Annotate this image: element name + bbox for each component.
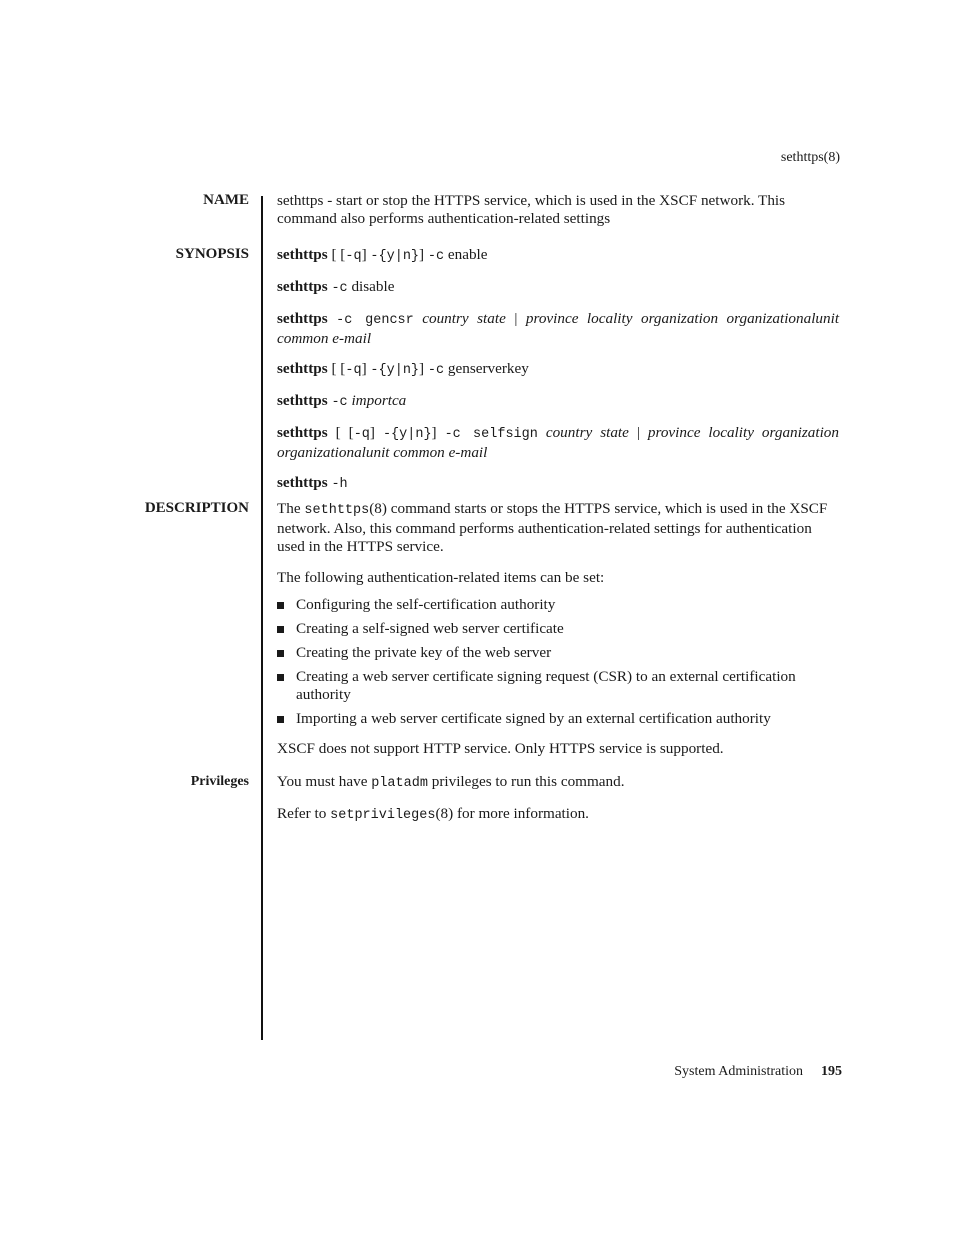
bracket-open: [ [ xyxy=(331,360,346,377)
footer-section-title: System Administration xyxy=(674,1064,803,1079)
privilege-name: platadm xyxy=(371,776,428,791)
feature-list xyxy=(277,596,839,728)
name-text: sethttps - start or stop the HTTPS service, which is used in the XSCF network. This command also performs authentication-related settings xyxy=(277,192,786,227)
option-c: -c xyxy=(427,363,445,378)
text: (8) command starts or stops the HTTPS service, which is used in the XSCF network. Also, this command performs authentication-related settings for authentication used in the HTTPS service. xyxy=(277,500,828,555)
bullet-icon xyxy=(277,650,284,657)
text: You must have xyxy=(277,773,372,790)
synopsis-line-genserverkey xyxy=(277,360,839,380)
bullet-icon xyxy=(277,626,284,633)
page-footer xyxy=(674,1064,842,1080)
operand-rest: province locality organization organizationalunit common e-mail xyxy=(277,424,839,461)
command-ref: sethttps xyxy=(304,503,370,518)
list-item-text: Creating a self-signed web server certificate xyxy=(296,620,564,637)
option-q: -q xyxy=(353,427,370,442)
synopsis-line-enable xyxy=(277,246,839,266)
running-header: sethttps(8) xyxy=(780,150,840,165)
text: (8) for more information. xyxy=(435,805,589,822)
option-c: -c xyxy=(331,395,348,410)
list-item xyxy=(277,620,839,638)
bracket-close: ] xyxy=(369,424,383,441)
privileges-paragraph-2 xyxy=(277,805,839,825)
description-paragraph-1 xyxy=(277,500,839,556)
bracket-open: [ [ xyxy=(331,246,346,263)
operand-genserverkey: genserverkey xyxy=(444,360,529,377)
operand-enable: enable xyxy=(444,246,488,263)
operand-country-state: country state xyxy=(545,424,629,441)
list-item xyxy=(277,668,839,704)
list-item-text: Creating the private key of the web server xyxy=(296,644,552,661)
description-section xyxy=(277,500,839,758)
option-yn: -{y|n} xyxy=(370,249,420,264)
bullet-icon xyxy=(277,716,284,723)
privileges-label: Privileges xyxy=(190,774,249,789)
operand-rest: province locality organization organizationalunit common e-mail xyxy=(277,310,840,347)
command-name: sethttps xyxy=(277,424,328,441)
synopsis-line-gencsr xyxy=(277,310,839,348)
page-number: 195 xyxy=(821,1064,842,1079)
description-label: DESCRIPTION xyxy=(144,500,249,516)
command-name: sethttps xyxy=(277,310,328,327)
privileges-paragraph-1 xyxy=(277,773,839,793)
bracket-open: [ [ xyxy=(335,424,354,441)
list-item-text: Configuring the self-certification authority xyxy=(296,596,556,613)
description-paragraph-3: XSCF does not support HTTP service. Only HTTPS service is supported. xyxy=(277,740,724,757)
option-yn: -{y|n} xyxy=(382,427,432,442)
synopsis-line-importca xyxy=(277,392,839,412)
synopsis-line-help xyxy=(277,474,839,494)
bullet-icon xyxy=(277,602,284,609)
command-name: sethttps xyxy=(277,246,328,263)
separator: | xyxy=(636,424,640,441)
option-c-gencsr: -c gencsr xyxy=(336,313,414,328)
synopsis-label: SYNOPSIS xyxy=(175,246,249,262)
command-name: sethttps xyxy=(277,392,328,409)
separator: | xyxy=(514,310,518,327)
description-paragraph-2: The following authentication-related items can be set: xyxy=(277,569,605,586)
command-name: sethttps xyxy=(277,474,328,491)
list-item xyxy=(277,644,839,662)
list-item xyxy=(277,710,839,728)
command-ref: setprivileges xyxy=(330,808,436,823)
option-h: -h xyxy=(331,477,348,492)
name-section xyxy=(277,192,839,228)
option-q: -q xyxy=(345,363,362,378)
privileges-section xyxy=(277,773,839,825)
synopsis-line-selfsign xyxy=(277,424,839,462)
option-c: -c xyxy=(331,281,348,296)
command-name: sethttps xyxy=(277,278,328,295)
bracket-close: ] xyxy=(361,246,371,263)
list-item-text: Creating a web server certificate signing request (CSR) to an external certification authority xyxy=(296,668,796,703)
text: Refer to xyxy=(277,805,331,822)
name-label: NAME xyxy=(203,192,249,208)
operand-importca: importca xyxy=(351,392,407,409)
bullet-icon xyxy=(277,674,284,681)
text: privileges to run this command. xyxy=(427,773,625,790)
operand-disable: disable xyxy=(347,278,395,295)
option-c-selfsign: -c selfsign xyxy=(444,427,538,442)
synopsis-line-disable xyxy=(277,278,839,298)
bracket-close: ] xyxy=(419,360,428,377)
bracket-close: ] xyxy=(419,246,428,263)
synopsis-section xyxy=(277,246,839,506)
bracket-close: ] xyxy=(431,424,445,441)
list-item-text: Importing a web server certificate signed by an external certification authority xyxy=(296,710,771,727)
bracket-close: ] xyxy=(361,360,371,377)
list-item xyxy=(277,596,839,614)
option-q: -q xyxy=(345,249,362,264)
operand-country-state: country state xyxy=(422,310,506,327)
option-yn: -{y|n} xyxy=(370,363,420,378)
command-name: sethttps xyxy=(277,360,328,377)
margin-rule xyxy=(261,196,263,1040)
option-c: -c xyxy=(427,249,445,264)
text: The xyxy=(277,500,305,517)
